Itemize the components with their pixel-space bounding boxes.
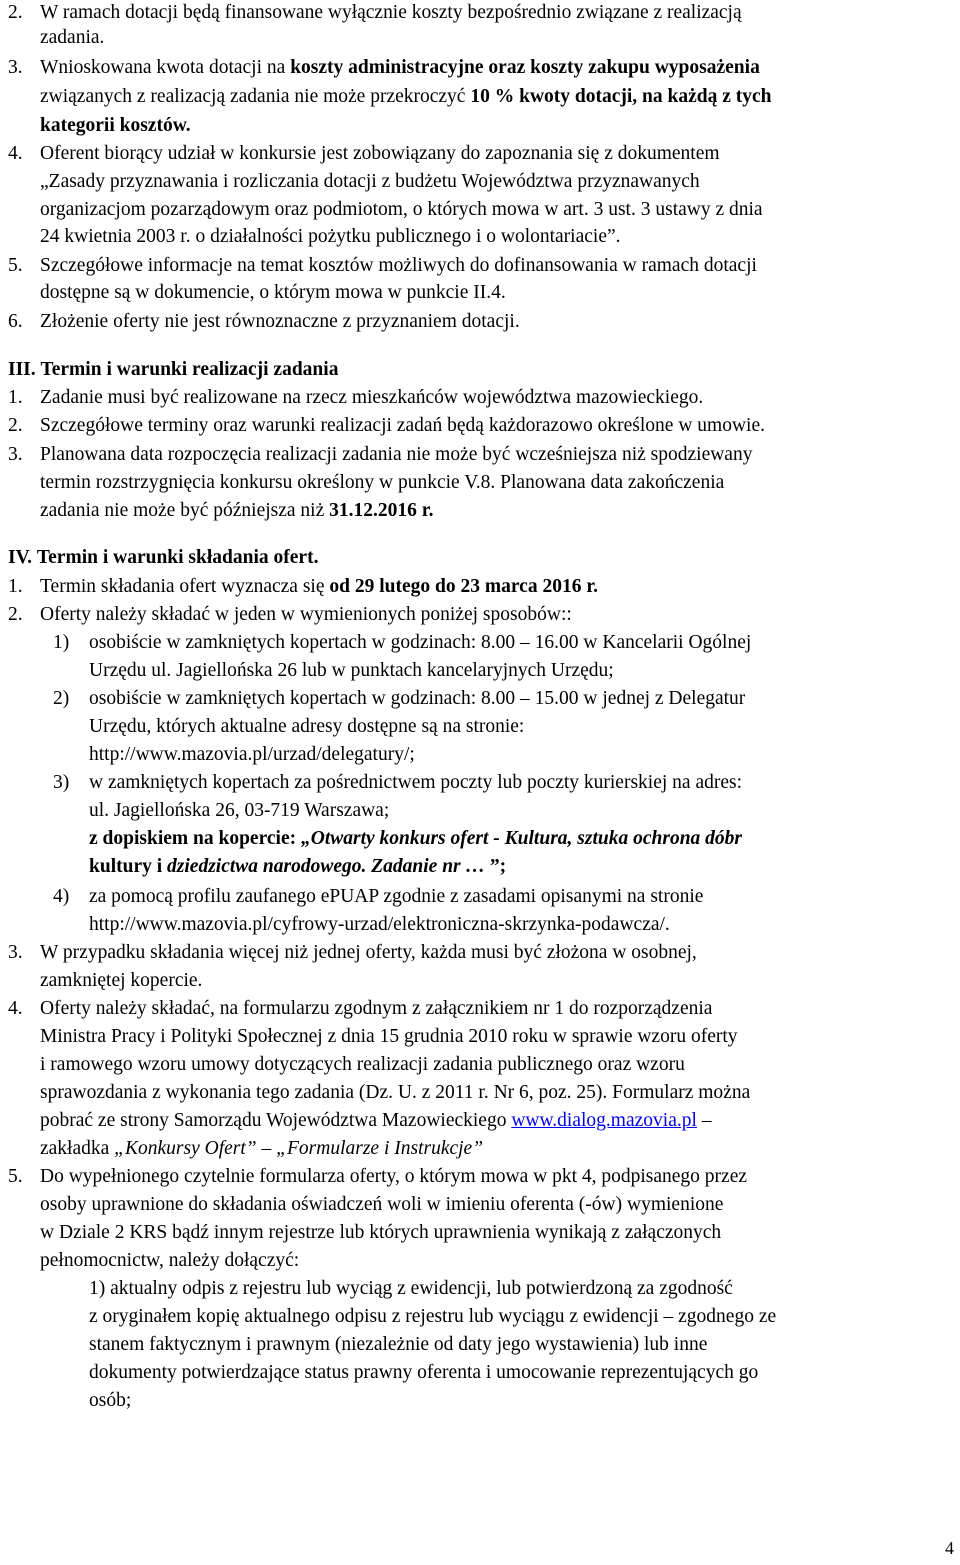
text-line: pełnomocnictw, należy dołączyć: (40, 1250, 300, 1271)
text-line: http://www.mazovia.pl/urzad/delegatury/; (89, 744, 415, 765)
section-heading-iv: IV. Termin i warunki składania ofert. (8, 547, 319, 568)
item-number: 2. (8, 2, 23, 23)
text-line: 24 kwietnia 2003 r. o działalności pożytku publicznego i o wolontariacie”. (40, 226, 621, 247)
text-line: zakładka „Konkursy Ofert” – „Formularze i Instrukcje” (40, 1138, 484, 1159)
text-line: Ministra Pracy i Polityki Społecznej z dnia 15 grudnia 2010 roku w sprawie wzoru oferty (40, 1026, 738, 1047)
text-line: z oryginałem kopię aktualnego odpisu z rejestru lub wyciągu z ewidencji – zgodnego ze (89, 1306, 777, 1327)
text-line: ul. Jagiellońska 26, 03-719 Warszawa; (89, 800, 390, 821)
text-line: stanem faktycznym i prawnym (niezależnie od daty jego wystawienia) lub inne (89, 1334, 708, 1355)
item-number: 1. (8, 387, 23, 408)
text-line: zamkniętej kopercie. (40, 970, 203, 991)
text-line: Zadanie musi być realizowane na rzecz mieszkańców województwa mazowieckiego. (40, 387, 704, 408)
item-number: 5. (8, 1166, 23, 1187)
text-line: zadania. (40, 27, 105, 48)
text-line: kultury i dziedzictwa narodowego. Zadanie nr … ”; (89, 856, 507, 877)
text-line: Planowana data rozpoczęcia realizacji zadania nie może być wcześniejsza niż spodziewany (40, 444, 753, 465)
text-line: Szczegółowe informacje na temat kosztów możliwych do dofinansowania w ramach dotacji (40, 255, 757, 276)
text-line: Wnioskowana kwota dotacji na koszty administracyjne oraz koszty zakupu wyposażenia (40, 57, 760, 78)
item-number: 3. (8, 57, 23, 78)
item-number: 3. (8, 444, 23, 465)
text-line: Urzędu, których aktualne adresy dostępne są na stronie: (89, 716, 525, 737)
text-line: Oferty należy składać w jeden w wymienionych poniżej sposobów:: (40, 604, 572, 625)
item-number: 6. (8, 311, 23, 332)
text-line: za pomocą profilu zaufanego ePUAP zgodnie z zasadami opisanymi na stronie (89, 886, 704, 907)
text-line: w Dziale 2 KRS bądź innym rejestrze lub których uprawnienia wynikają z załączonych (40, 1222, 722, 1243)
text-line: dokumenty potwierdzające status prawny oferenta i umocowanie reprezentujących go (89, 1362, 759, 1383)
text-line: osobiście w zamkniętych kopertach w godzinach: 8.00 – 16.00 w Kancelarii Ogólnej (89, 632, 752, 653)
subitem-number: 1) (53, 632, 70, 653)
text-line: osób; (89, 1390, 132, 1411)
text-line: organizacjom pozarządowym oraz podmiotom, o których mowa w art. 3 ust. 3 ustawy z dnia (40, 199, 763, 220)
text-line: kategorii kosztów. (40, 115, 191, 136)
dialog-mazovia-link[interactable]: www.dialog.mazovia.pl (511, 1110, 697, 1131)
item-number: 5. (8, 255, 23, 276)
item-number: 4. (8, 998, 23, 1019)
text-line: związanych z realizacją zadania nie może przekroczyć 10 % kwoty dotacji, na każdą z tych (40, 86, 772, 107)
text-line: Oferty należy składać, na formularzu zgodnym z załącznikiem nr 1 do rozporządzenia (40, 998, 713, 1019)
page-number: 4 (945, 1538, 954, 1558)
text-line: termin rozstrzygnięcia konkursu określony w punkcie V.8. Planowana data zakończenia (40, 472, 725, 493)
item-number: 2. (8, 415, 23, 436)
text-line: pobrać ze strony Samorządu Województwa Mazowieckiego www.dialog.mazovia.pl – (40, 1110, 712, 1131)
item-number: 2. (8, 604, 23, 625)
subitem-number: 3) (53, 772, 70, 793)
item-number: 4. (8, 143, 23, 164)
text-line: sprawozdania z wykonania tego zadania (Dz. U. z 2011 r. Nr 6, poz. 25). Formularz można (40, 1082, 751, 1103)
item-number: 1. (8, 576, 23, 597)
text-line: Termin składania ofert wyznacza się od 29 lutego do 23 marca 2016 r. (40, 576, 599, 597)
text-line: http://www.mazovia.pl/cyfrowy-urzad/elektroniczna-skrzynka-podawcza/. (89, 914, 670, 935)
text-line: dostępne są w dokumencie, o którym mowa w punkcie II.4. (40, 282, 506, 303)
section-heading-iii: III. Termin i warunki realizacji zadania (8, 359, 339, 380)
text-line: Urzędu ul. Jagiellońska 26 lub w punktach kancelaryjnych Urzędu; (89, 660, 614, 681)
text-line: zadania nie może być późniejsza niż 31.12.2016 r. (40, 500, 434, 521)
text-line: i ramowego wzoru umowy dotyczących realizacji zadania publicznego oraz wzoru (40, 1054, 685, 1075)
item-number: 3. (8, 942, 23, 963)
text-line: W przypadku składania więcej niż jednej oferty, każda musi być złożona w osobnej, (40, 942, 697, 963)
text-line: w zamkniętych kopertach za pośrednictwem poczty lub poczty kurierskiej na adres: (89, 772, 743, 793)
text-line: Oferent biorący udział w konkursie jest zobowiązany do zapoznania się z dokumentem (40, 143, 720, 164)
text-line: 1) aktualny odpis z rejestru lub wyciąg z ewidencji, lub potwierdzoną za zgodność (89, 1278, 733, 1299)
text-line: osobiście w zamkniętych kopertach w godzinach: 8.00 – 15.00 w jednej z Delegatur (89, 688, 746, 709)
text-line: Szczegółowe terminy oraz warunki realizacji zadań będą każdorazowo określone w umowie. (40, 415, 765, 436)
text-line: z dopiskiem na kopercie: „Otwarty konkurs ofert - Kultura, sztuka ochrona dóbr (89, 828, 743, 849)
subitem-number: 2) (53, 688, 70, 709)
text-line: Złożenie oferty nie jest równoznaczne z przyznaniem dotacji. (40, 311, 520, 332)
text-line: Do wypełnionego czytelnie formularza oferty, o którym mowa w pkt 4, podpisanego przez (40, 1166, 748, 1187)
text-line: osoby uprawnione do składania oświadczeń woli w imieniu oferenta (-ów) wymienione (40, 1194, 724, 1215)
subitem-number: 4) (53, 886, 70, 907)
text-line: W ramach dotacji będą finansowane wyłącznie koszty bezpośrednio związane z realizacją (40, 2, 742, 23)
text-line: „Zasady przyznawania i rozliczania dotacji z budżetu Województwa przyznawanych (40, 171, 700, 192)
